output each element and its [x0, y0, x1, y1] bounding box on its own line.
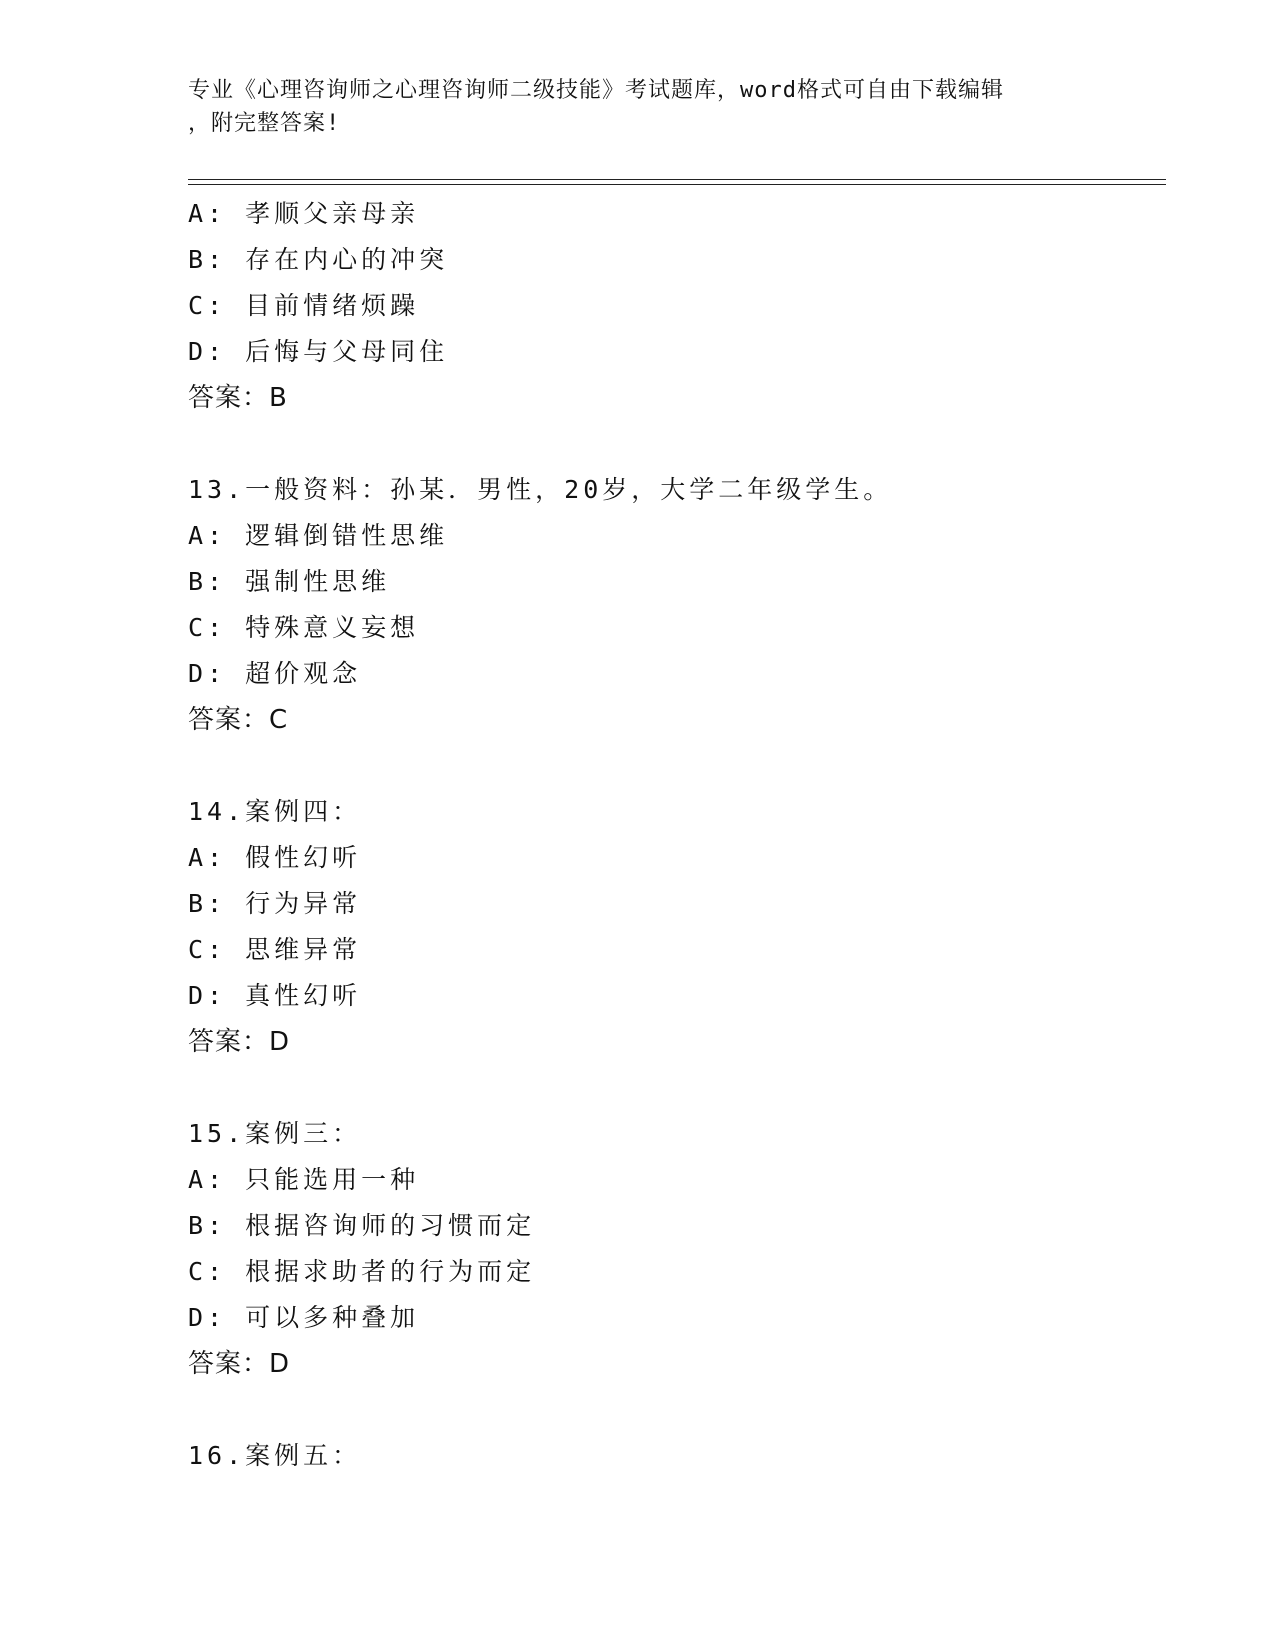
option-b: B: 根据咨询师的习惯而定	[188, 1211, 536, 1240]
option-b: B: 强制性思维	[188, 567, 391, 596]
option-a: A: 逻辑倒错性思维	[188, 521, 449, 550]
option-c: C: 目前情绪烦躁	[188, 291, 420, 320]
option-a: A: 假性幻听	[188, 843, 362, 872]
question-stem: 13.一般资料：孙某．男性，20岁，大学二年级学生。	[188, 475, 893, 504]
option-a: A: 只能选用一种	[188, 1165, 420, 1194]
header-line-2: ，附完整答案!	[188, 111, 341, 136]
option-d: D: 后悔与父母同住	[188, 337, 449, 366]
option-c: C: 根据求助者的行为而定	[188, 1257, 536, 1286]
question-13	[188, 467, 1168, 743]
question-stem: 16.案例五：	[188, 1441, 362, 1470]
spacer	[188, 743, 1168, 789]
document-header	[188, 74, 1088, 140]
option-b: B: 行为异常	[188, 889, 362, 918]
header-divider-top	[188, 179, 1166, 180]
spacer	[188, 1387, 1168, 1433]
option-d: D: 超价观念	[188, 659, 362, 688]
answer: 答案：D	[188, 1027, 291, 1057]
question-stem: 14.案例四：	[188, 797, 362, 826]
answer: 答案：C	[188, 705, 289, 735]
option-c: C: 特殊意义妄想	[188, 613, 420, 642]
question-16	[188, 1433, 1168, 1479]
option-a: A: 孝顺父亲母亲	[188, 199, 420, 228]
header-divider-bottom	[188, 184, 1166, 185]
question-list	[188, 191, 1168, 1479]
answer: 答案：B	[188, 383, 288, 413]
spacer	[188, 421, 1168, 467]
header-line-1: 专业《心理咨询师之心理咨询师二级技能》考试题库，word格式可自由下载编辑	[188, 78, 1004, 103]
spacer	[188, 1065, 1168, 1111]
option-c: C: 思维异常	[188, 935, 362, 964]
option-d: D: 可以多种叠加	[188, 1303, 420, 1332]
question-14	[188, 789, 1168, 1065]
answer: 答案：D	[188, 1349, 291, 1379]
question-continued	[188, 191, 1168, 421]
question-15	[188, 1111, 1168, 1387]
question-stem: 15.案例三：	[188, 1119, 362, 1148]
option-d: D: 真性幻听	[188, 981, 362, 1010]
option-b: B: 存在内心的冲突	[188, 245, 449, 274]
